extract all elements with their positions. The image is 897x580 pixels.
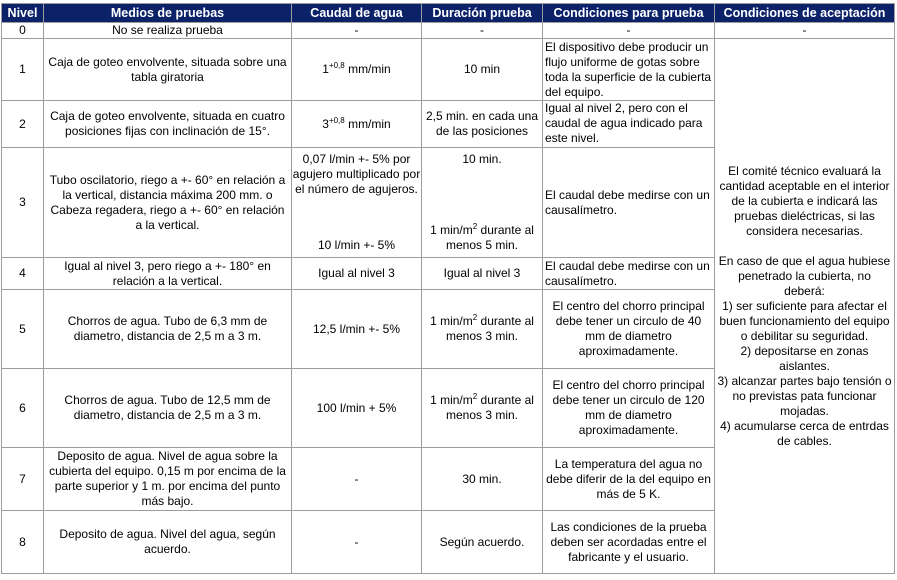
cell-nivel: 1: [2, 39, 44, 101]
cell-duracion: [422, 369, 543, 448]
cell-nivel: 0: [2, 23, 44, 39]
cell-condiciones: La temperatura del agua no debe diferir de la del equipo en más de 5 K.: [543, 448, 715, 511]
cell-condiciones: El caudal debe medirse con un causalímetro.: [543, 258, 715, 290]
header-row: [2, 4, 895, 23]
cell-nivel: 5: [2, 290, 44, 369]
cell-nivel: 2: [2, 101, 44, 148]
aceptacion-p1: El comité técnico evaluará la cantidad aceptable en el interior de la cubierta e indicará las pruebas dieléctricas, si las considera necesarias.: [719, 163, 890, 238]
cell-medios: Deposito de agua. Nivel del agua, según acuerdo.: [44, 511, 292, 574]
duracion-sup: 2: [472, 392, 478, 401]
duracion-pre: 1 min/m: [430, 314, 473, 328]
caudal-sup: +0,8: [328, 115, 345, 125]
cell-caudal: 12,5 l/min +- 5%: [292, 290, 422, 369]
cell-condiciones: Igual al nivel 2, pero con el caudal de agua indicado para este nivel.: [543, 101, 715, 148]
cell-nivel: 7: [2, 448, 44, 511]
cell-nivel: 8: [2, 511, 44, 574]
caudal-base: 3: [322, 116, 329, 131]
duracion-sup: 2: [472, 222, 478, 231]
cell-nivel: 4: [2, 258, 44, 290]
cell-duracion: [422, 290, 543, 369]
table-row: [2, 39, 895, 101]
cell-condiciones: El dispositivo debe producir un flujo uniforme de gotas sobre toda la superficie de la cubierta del equipo.: [543, 39, 715, 101]
header-nivel: Nivel: [2, 4, 44, 23]
cell-duracion: -: [422, 23, 543, 39]
duracion-post: durante al menos 3 min.: [445, 314, 534, 343]
table-row: [2, 23, 895, 39]
cell-caudal: 100 l/min + 5%: [292, 369, 422, 448]
ip-test-table: [1, 3, 895, 574]
cell-condiciones: El centro del chorro principal debe tener un circulo de 40 mm de diametro aproximadamente.: [543, 290, 715, 369]
cell-medios: No se realiza prueba: [44, 23, 292, 39]
duracion-pre: 1 min/m: [430, 393, 473, 407]
duracion-sup: 2: [472, 313, 478, 322]
cell-duracion: 30 min.: [422, 448, 543, 511]
header-duracion: Duración prueba: [422, 4, 543, 23]
header-medios: Medios de pruebas: [44, 4, 292, 23]
cell-aceptacion: -: [715, 23, 895, 39]
header-aceptacion: Condiciones de aceptación: [715, 4, 895, 23]
header-condiciones: Condiciones para prueba: [543, 4, 715, 23]
cell-nivel: 3: [2, 148, 44, 258]
cell-duracion: Según acuerdo.: [422, 511, 543, 574]
duracion-regadera: [422, 223, 542, 253]
aceptacion-item: 2) depositarse en zonas aislantes.: [740, 343, 869, 373]
duracion-tubo: 10 min.: [462, 152, 502, 166]
cell-condiciones: -: [543, 23, 715, 39]
cell-caudal: -: [292, 511, 422, 574]
caudal-unit: mm/min: [344, 116, 391, 131]
aceptacion-item: 1) ser suficiente para afectar el buen funcionamiento del equipo o debilitar su seguridad.: [719, 298, 890, 343]
cell-duracion: [422, 148, 543, 258]
cell-caudal: Igual al nivel 3: [292, 258, 422, 290]
duracion-post: durante al menos 3 min.: [445, 393, 534, 422]
cell-condiciones: El caudal debe medirse con un causalímetro.: [543, 148, 715, 258]
cell-nivel: 6: [2, 369, 44, 448]
cell-caudal: -: [292, 448, 422, 511]
duracion-pre: 1 min/m: [430, 223, 473, 237]
cell-caudal: [292, 101, 422, 148]
duracion-post: durante al menos 5 min.: [445, 223, 534, 252]
caudal-sup: +0,8: [328, 61, 345, 70]
cell-caudal: [292, 39, 422, 101]
cell-caudal: -: [292, 23, 422, 39]
aceptacion-item: 3) alcanzar partes bajo tensión o no previstas pata funcionar mojadas.: [717, 373, 892, 418]
cell-condiciones: El centro del chorro principal debe tener un circulo de 120 mm de diametro aproximadamente.: [543, 369, 715, 448]
cell-medios: Chorros de agua. Tubo de 12,5 mm de diametro, distancia de 2,5 m a 3 m.: [44, 369, 292, 448]
cell-aceptacion-merged: [715, 39, 895, 574]
cell-medios: Caja de goteo envolvente, situada sobre una tabla giratoria: [44, 39, 292, 101]
cell-condiciones: Las condiciones de la prueba deben ser acordadas entre el fabricante y el usuario.: [543, 511, 715, 574]
caudal-base: 1: [322, 62, 329, 76]
caudal-regadera: 10 l/min +- 5%: [317, 238, 396, 252]
caudal-tubo: 0,07 l/min +- 5% por agujero multiplicado por el número de agujeros.: [292, 152, 421, 196]
cell-duracion: Igual al nivel 3: [422, 258, 543, 290]
cell-caudal: [292, 148, 422, 258]
cell-medios: Caja de goteo envolvente, situada en cuatro posiciones fijas con inclinación de 15°.: [44, 101, 292, 148]
cell-medios: Deposito de agua. Nivel de agua sobre la cubierta del equipo. 0,15 m por encima de la parte superior y 1 m. por encima del punto más bajo.: [44, 448, 292, 511]
caudal-unit: mm/min: [344, 62, 391, 76]
cell-medios: Igual al nivel 3, pero riego a +- 180° en relación a la vertical.: [44, 258, 292, 290]
aceptacion-item: 4) acumularse cerca de entrdas de cables.: [720, 418, 889, 448]
aceptacion-p2: En caso de que el agua hubiese penetrado la cubierta, no deberá:: [718, 253, 891, 298]
cell-duracion: 2,5 min. en cada una de las posiciones: [422, 101, 543, 148]
cell-medios: Tubo oscilatorio, riego a +- 60° en relación a la vertical, distancia máxima 200 mm. o Cabeza regadera, riego a +- 60° en relación a la vertical.: [44, 148, 292, 258]
cell-duracion: 10 min: [422, 39, 543, 101]
cell-medios: Chorros de agua. Tubo de 6,3 mm de diametro, distancia de 2,5 m a 3 m.: [44, 290, 292, 369]
header-caudal: Caudal de agua: [292, 4, 422, 23]
